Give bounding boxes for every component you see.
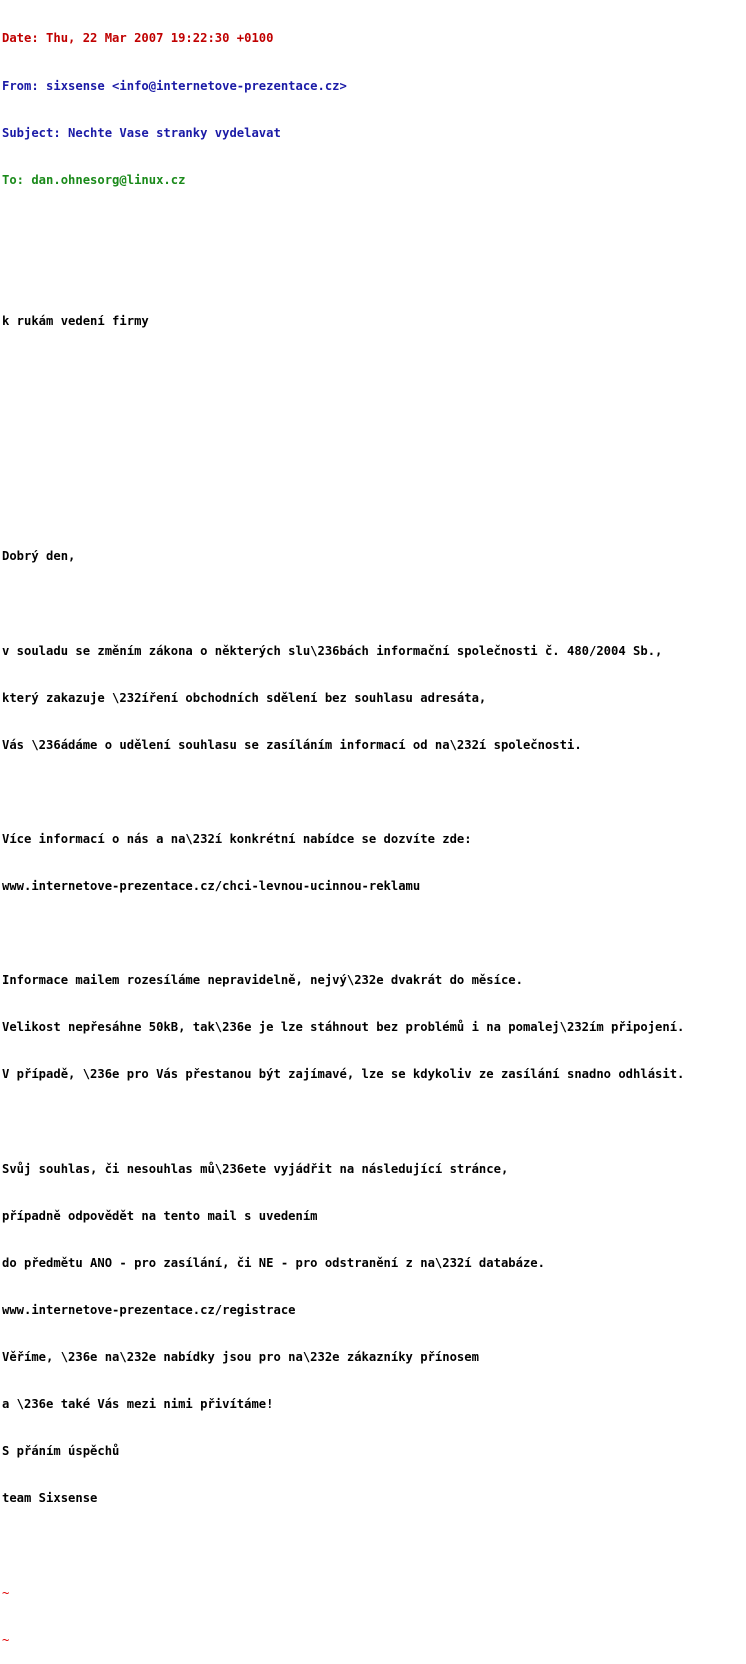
email-pager-view bbox=[2, 0, 746, 1664]
body-line bbox=[2, 926, 746, 942]
header-to: To: dan.ohnesorg@linux.cz bbox=[2, 172, 186, 187]
header-subject: Subject: Nechte Vase stranky vydelavat bbox=[2, 125, 281, 140]
body-line: v souladu se změním zákona o některých slu\236bách informační společnosti č. 480/2004 Sb., bbox=[2, 643, 663, 658]
body-line bbox=[2, 408, 746, 424]
body-line bbox=[2, 597, 746, 613]
body-line: Informace mailem rozesíláme nepravidelně, nejvý\232e dvakrát do měsíce. bbox=[2, 973, 523, 988]
body-line: do předmětu ANO - pro zasílání, či NE - pro odstranění z na\232í databáze. bbox=[2, 1255, 545, 1270]
body-line: V případě, \236e pro Vás přestanou být zajímavé, lze se kdykoliv ze zasílání snadno odhlásit. bbox=[2, 1067, 685, 1082]
body-line bbox=[2, 267, 746, 283]
body-line: a \236e také Vás mezi nimi přivítáme! bbox=[2, 1397, 274, 1412]
body-line: Věříme, \236e na\232e nabídky jsou pro na\232e zákazníky přínosem bbox=[2, 1350, 479, 1365]
email-body bbox=[2, 235, 746, 1538]
header-from: From: sixsense <info@internetove-prezentace.cz> bbox=[2, 78, 347, 93]
body-line bbox=[2, 1115, 746, 1131]
empty-line-marker: ~ bbox=[2, 1585, 10, 1600]
body-line: případně odpovědět na tento mail s uvedením bbox=[2, 1208, 318, 1223]
body-line bbox=[2, 455, 746, 471]
body-line: který zakazuje \232íření obchodních sdělení bez souhlasu adresáta, bbox=[2, 690, 487, 705]
body-line: S přáním úspěchů bbox=[2, 1444, 120, 1459]
body-line bbox=[2, 361, 746, 377]
body-line: k rukám vedení firmy bbox=[2, 313, 149, 328]
body-line: Velikost nepřesáhne 50kB, tak\236e je lze stáhnout bez problémů i na pomalej\232ím připojení. bbox=[2, 1020, 685, 1035]
body-link[interactable]: www.internetove-prezentace.cz/chci-levnou-ucinnou-reklamu bbox=[2, 879, 421, 894]
body-line: Svůj souhlas, či nesouhlas mů\236ete vyjádřit na následující stránce, bbox=[2, 1161, 509, 1176]
body-line bbox=[2, 785, 746, 801]
body-line: team Sixsense bbox=[2, 1491, 98, 1506]
header-date: Date: Thu, 22 Mar 2007 19:22:30 +0100 bbox=[2, 31, 274, 46]
body-line bbox=[2, 502, 746, 518]
body-line: Vás \236ádáme o udělení souhlasu se zasíláním informací od na\232í společnosti. bbox=[2, 737, 582, 752]
body-link[interactable]: www.internetove-prezentace.cz/registrace bbox=[2, 1302, 296, 1317]
body-line: Více informací o nás a na\232í konkrétní nabídce se dozvíte zde: bbox=[2, 832, 472, 847]
body-line: Dobrý den, bbox=[2, 549, 76, 564]
empty-line-marker: ~ bbox=[2, 1632, 10, 1647]
